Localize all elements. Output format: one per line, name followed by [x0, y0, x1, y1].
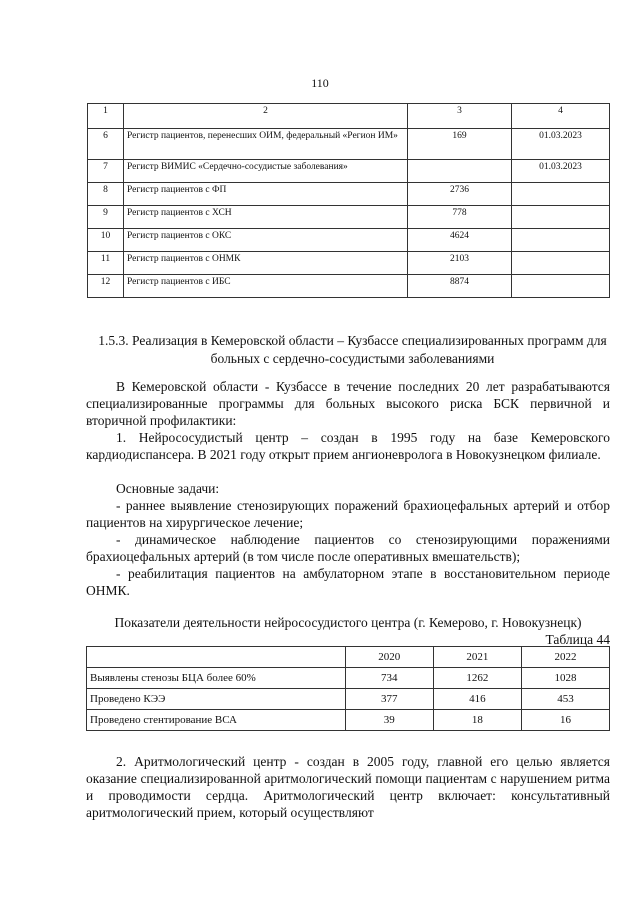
indicator-value: 16 [521, 710, 609, 731]
table-row [87, 668, 610, 689]
table-row [87, 710, 610, 731]
row-number: 7 [88, 160, 124, 183]
registry-name: Регистр пациентов с ФП [124, 183, 408, 206]
registry-name: Регистр пациентов с ИБС [124, 275, 408, 298]
registry-name: Регистр ВИМИС «Сердечно-сосудистые заболевания» [124, 160, 408, 183]
year-header: 2020 [345, 647, 433, 668]
indicator-label: Проведено стентирование ВСА [87, 710, 346, 731]
year-header: 2022 [521, 647, 609, 668]
header-cell: 3 [408, 104, 512, 129]
registry-name: Регистр пациентов с ХСН [124, 206, 408, 229]
year-header: 2021 [433, 647, 521, 668]
intro-paragraph [86, 378, 610, 429]
indicator-value: 734 [345, 668, 433, 689]
indicator-value: 1262 [433, 668, 521, 689]
row-number: 12 [88, 275, 124, 298]
header-cell: 4 [512, 104, 610, 129]
registry-count: 169 [408, 129, 512, 160]
registry-date: 01.03.2023 [512, 160, 610, 183]
task3-text: - реабилитация пациентов на амбулаторном этапе в восстановительном периоде ОНМК. [86, 566, 610, 598]
registry-count: 2736 [408, 183, 512, 206]
task1-text: - раннее выявление стенозирующих поражений брахиоцефальных артерий и отбор пациентов на хирургическое лечение; [86, 498, 610, 530]
task2-paragraph [86, 531, 610, 565]
item1-paragraph [86, 429, 610, 463]
row-number: 10 [88, 229, 124, 252]
table-row [88, 252, 610, 275]
task1-paragraph [86, 497, 610, 531]
table-row [88, 275, 610, 298]
indicator-value: 39 [345, 710, 433, 731]
table-row [87, 689, 610, 710]
registry-table [87, 103, 610, 298]
indicator-value: 18 [433, 710, 521, 731]
indicator-value: 1028 [521, 668, 609, 689]
item1-text: 1. Нейрососудистый центр – создан в 1995 году на базе Кемеровского кардиодиспансера. В 2021 году открыт прием ангионевролога в Новокузнецком филиале. [86, 430, 610, 462]
registry-date: 01.03.2023 [512, 129, 610, 160]
tasks-title-paragraph [86, 480, 610, 497]
indicator-label: Проведено КЭЭ [87, 689, 346, 710]
row-number: 6 [88, 129, 124, 160]
indicator-value: 453 [521, 689, 609, 710]
page-number: 110 [311, 76, 329, 90]
indicator-label: Выявлены стенозы БЦА более 60% [87, 668, 346, 689]
registry-date [512, 206, 610, 229]
intro-text: В Кемеровской области - Кузбассе в течение последних 20 лет разрабатываются специализированные программы для больных высокого риска БСК первичной и вторичной профилактики: [86, 379, 610, 428]
table-row [88, 206, 610, 229]
header-cell [87, 647, 346, 668]
item2-text: 2. Аритмологический центр - создан в 2005 году, главной его целью является оказание специализированной аритмологический помощи пациентам с нарушением ритма и проводимости сердца. Аритмологический центр включает: консультативный аритмологический прием, который осуществляют [86, 754, 610, 820]
registry-count: 778 [408, 206, 512, 229]
registry-count [408, 160, 512, 183]
header-cell: 1 [88, 104, 124, 129]
registry-name: Регистр пациентов с ОКС [124, 229, 408, 252]
registry-date [512, 275, 610, 298]
indicator-value: 377 [345, 689, 433, 710]
header-cell: 2 [124, 104, 408, 129]
registry-count: 2103 [408, 252, 512, 275]
registry-count: 8874 [408, 275, 512, 298]
table-row [88, 160, 610, 183]
row-number: 11 [88, 252, 124, 275]
table-header-row [88, 104, 610, 129]
registry-count: 4624 [408, 229, 512, 252]
indicators-table [86, 646, 610, 731]
table-header-row [87, 647, 610, 668]
table-row [88, 129, 610, 160]
registry-date [512, 183, 610, 206]
registry-name: Регистр пациентов с ОНМК [124, 252, 408, 275]
table-row [88, 183, 610, 206]
registry-name: Регистр пациентов, перенесших ОИМ, федеральный «Регион ИМ» [124, 129, 408, 160]
registry-date [512, 229, 610, 252]
section-heading: 1.5.3. Реализация в Кемеровской области – Кузбассе специализированных программ для больных с сердечно-сосудистыми заболеваниями [98, 333, 607, 366]
registry-date [512, 252, 610, 275]
table-label: Таблица 44 [545, 632, 610, 647]
row-number: 8 [88, 183, 124, 206]
task2-text: - динамическое наблюдение пациентов со стенозирующими поражениями брахиоцефальных артерий (в том числе после оперативных вмешательств); [86, 532, 610, 564]
table-caption: Показатели деятельности нейрососудистого центра (г. Кемерово, г. Новокузнецк) [114, 615, 582, 630]
tasks-title: Основные задачи: [116, 481, 220, 496]
table-row [88, 229, 610, 252]
item2-paragraph [86, 753, 610, 821]
row-number: 9 [88, 206, 124, 229]
task3-paragraph [86, 565, 610, 599]
indicator-value: 416 [433, 689, 521, 710]
